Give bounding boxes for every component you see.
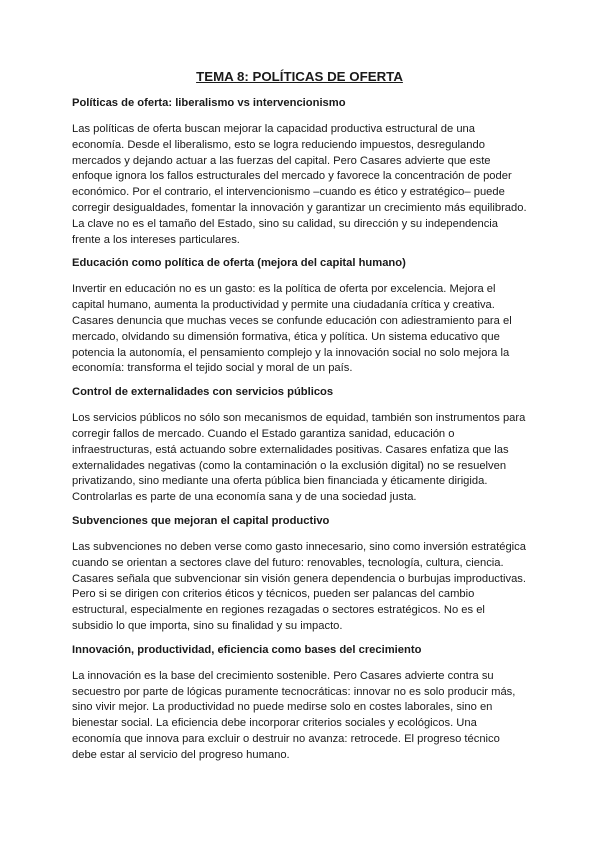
document-title: TEMA 8: POLÍTICAS DE OFERTA bbox=[196, 69, 403, 84]
section-heading: Subvenciones que mejoran el capital productivo bbox=[72, 514, 330, 527]
section-paragraph: La innovación es la base del crecimiento sostenible. Pero Casares advierte contra su secuestro por parte de lógicas puramente tecnocráticas: innovar no es solo producir más, sino vivir mejor. La productividad no puede medirse solo en costes laborales, sino en bienestar social. La eficiencia debe incorporar criterios sociales y ecológicos. Una economía que innova para excluir o destruir no avanza: retrocede. El progreso técnico debe estar al servicio del progreso humano. bbox=[72, 669, 516, 761]
section-heading: Políticas de oferta: liberalismo vs intervencionismo bbox=[72, 97, 346, 109]
section-heading: Innovación, productividad, eficiencia como bases del crecimiento bbox=[72, 643, 422, 656]
section-externalidades bbox=[72, 385, 527, 506]
section-educacion bbox=[72, 256, 527, 377]
section-heading: Control de externalidades con servicios públicos bbox=[72, 386, 334, 399]
section-paragraph: Las políticas de oferta buscan mejorar la capacidad productiva estructural de una economía. Desde el liberalismo, esto se logra reduciendo impuestos, desregulando mercados y dejando actuar a las fuerzas del capital. Pero Casares advierte que este enfoque ignora los fallos estructurales del mercado y favorece la concentración de poder económico. Por el contrario, el intervencionismo –cuando es ético y estratégico– puede corregir desigualdades, fomentar la innovación y garantizar un crecimiento más equilibrado. La clave no es el tamaño del Estado, sino su calidad, su dirección y su independencia frente a los intereses particulares. bbox=[72, 123, 527, 246]
section-paragraph: Invertir en educación no es un gasto: es la política de oferta por excelencia. Mejora el capital humano, aumenta la productividad y permite una ciudadanía crítica y creativa. Casares denuncia que muchas veces se confunde educación con adiestramiento para el mercado, olvidando su dimensión formativa, ética y política. Un sistema educativo que potencia la autonomía, el pensamiento complejo y la innovación social no solo mejora la economía: transforma el tejido social y moral de un país. bbox=[72, 283, 512, 375]
section-subvenciones bbox=[72, 514, 527, 635]
section-innovacion bbox=[72, 643, 527, 764]
section-liberalismo-intervencionismo bbox=[72, 96, 527, 248]
section-paragraph: Las subvenciones no deben verse como gasto innecesario, sino como inversión estratégica cuando se orientan a sectores clave del futuro: renovables, tecnología, cultura, ciencia. Casares señala que subvencionar sin visión genera dependencia o burbujas improductivas. Pero si se dirigen con criterios éticos y técnicos, pueden ser palancas del cambio estructural, especialmente en regiones rezagadas o sectores estratégicos. No es el subsidio lo que importa, sino su finalidad y su impacto. bbox=[72, 540, 526, 632]
section-paragraph: Los servicios públicos no sólo son mecanismos de equidad, también son instrumentos para corregir fallos de mercado. Cuando el Estado garantiza sanidad, educación o infraestructuras, está actuando sobre externalidades positivas. Casares enfatiza que las externalidades negativas (como la contaminación o la exclusión digital) no se resuelven privatizando, sino mediante una oferta pública bien financiada y éticamente dirigida. Controlarlas es parte de una economía sana y de una sociedad justa. bbox=[72, 412, 526, 504]
section-heading: Educación como política de oferta (mejora del capital humano) bbox=[72, 257, 406, 270]
